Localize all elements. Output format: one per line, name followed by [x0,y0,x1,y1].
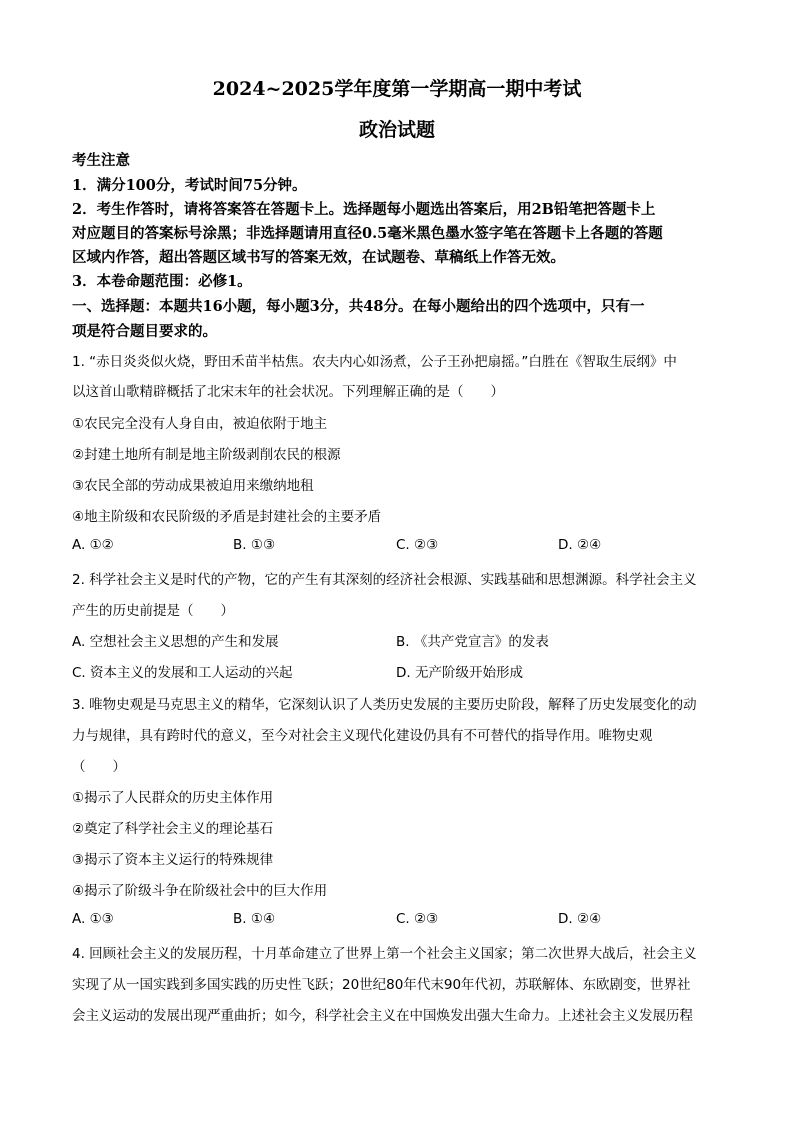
question-2-option-d: D. 无产阶级开始形成 [396,665,523,681]
question-3-stem-line-2: 力与规律，具有跨时代的意义，至今对社会主义现代化建设仍具有不可替代的指导作用。唯物史观 [72,728,653,744]
subject-title: 政治试题 [358,119,435,141]
notice-heading: 考生注意 [72,152,130,169]
question-3-statement-3: ③揭示了资本主义运行的特殊规律 [72,852,274,868]
question-1-statement-1: ①农民完全没有人身自由，被迫依附于地主 [72,416,328,432]
question-1-option-b: B. ①③ [233,537,276,553]
question-4-stem-line-3: 会主义运动的发展出现严重曲折；如今，科学社会主义在中国焕发出强大生命力。上述社会主义发展历程 [72,1008,693,1024]
question-2-option-a: A. 空想社会主义思想的产生和发展 [72,634,279,650]
notice-item-1: 1．满分100分，考试时间75分钟。 [72,177,307,194]
question-3-option-a: A. ①③ [72,911,114,927]
notice-item-2-line-2: 对应题目的答案标号涂黑；非选择题请用直径0.5毫米黑色墨水签字笔在答题卡上各题的答题 [72,225,663,242]
question-1-statement-3: ③农民全部的劳动成果被迫用来缴纳地租 [72,478,314,494]
notice-item-2-line-3: 区域内作答，超出答题区域书写的答案无效，在试题卷、草稿纸上作答无效。 [72,249,565,266]
question-3-statement-1: ①揭示了人民群众的历史主体作用 [72,790,274,806]
question-1-stem-line-1: 1. “赤日炎炎似火烧，野田禾苗半枯焦。农夫内心如汤煮，公子王孙把扇摇。”白胜在《智取生辰纲》中 [72,354,677,370]
question-2-option-c: C. 资本主义的发展和工人运动的兴起 [72,665,293,681]
question-1-option-d: D. ②④ [558,537,602,553]
notice-item-3: 3．本卷命题范围：必修1。 [72,273,252,290]
question-1-statement-4: ④地主阶级和农民阶级的矛盾是封建社会的主要矛盾 [72,509,382,525]
question-3-statement-2: ②奠定了科学社会主义的理论基石 [72,821,274,837]
question-2-stem-line-1: 2. 科学社会主义是时代的产物，它的产生有其深刻的经济社会根源、实践基础和思想渊源。科学社会主义 [72,572,697,588]
question-3-statement-4: ④揭示了阶级斗争在阶级社会中的巨大作用 [72,883,328,899]
question-1-option-c: C. ②③ [396,537,439,553]
section-heading-line-2: 项是符合题目要求的。 [72,323,217,340]
question-3-option-b: B. ①④ [233,911,276,927]
question-4-stem-line-2: 实现了从一国实践到多国实践的历史性飞跃；20世纪80年代末90年代初，苏联解体、东欧剧变，世界社 [72,977,691,993]
question-2-stem-line-2: 产生的历史前提是（ ） [72,603,234,619]
notice-item-2-line-1: 2．考生作答时，请将答案答在答题卡上。选择题每小题选出答案后，用2B铅笔把答题卡上 [72,201,656,218]
question-3-option-d: D. ②④ [558,911,602,927]
question-1-statement-2: ②封建土地所有制是地主阶级剥削农民的根源 [72,447,341,463]
question-4-stem-line-1: 4. 回顾社会主义的发展历程，十月革命建立了世界上第一个社会主义国家；第二次世界大战后，社会主义 [72,946,697,962]
question-1-stem-line-2: 以这首山歌精辟概括了北宋末年的社会状况。下列理解正确的是（ ） [72,384,504,400]
question-1-option-a: A. ①② [72,537,114,553]
question-3-stem-line-1: 3. 唯物史观是马克思主义的精华，它深刻认识了人类历史发展的主要历史阶段，解释了历史发展变化的动 [72,697,697,713]
exam-title: 2024~2025学年度第一学期高一期中考试 [212,78,582,100]
question-2-option-b: B. 《共产党宣言》的发表 [396,634,549,650]
question-3-option-c: C. ②③ [396,911,439,927]
question-3-stem-line-3: （ ） [72,759,126,775]
section-heading-line-1: 一、选择题：本题共16小题，每小题3分，共48分。在每小题给出的四个选项中，只有一 [72,298,645,315]
